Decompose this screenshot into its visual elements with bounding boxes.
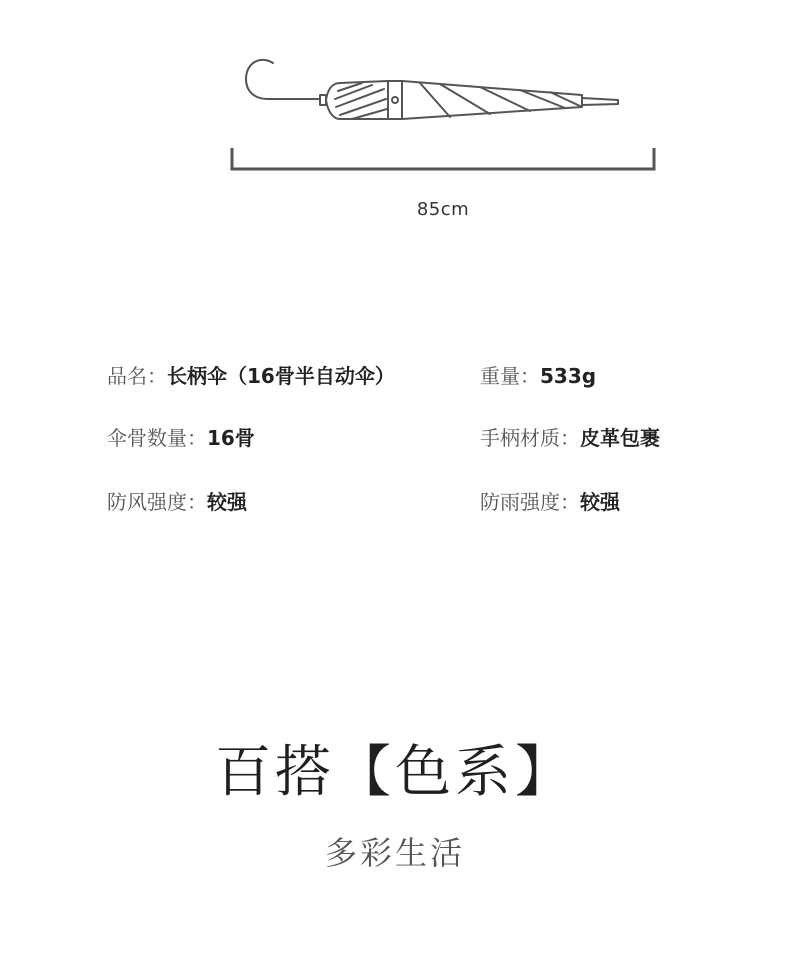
spec-key: 品名 [107,364,147,388]
spec-separator: ： [560,490,580,514]
spec-key: 伞骨数量 [107,426,187,450]
spec-key: 重量 [480,364,520,388]
spec-separator: ： [147,364,167,388]
spec-value: 皮革包裹 [580,426,660,450]
length-dimension-bracket [230,148,656,172]
section-title: 百搭【色系】 [215,740,575,805]
spec-key: 防风强度 [107,490,187,514]
spec-product-name [107,363,395,389]
spec-wind-resistance [107,489,247,515]
spec-separator: ： [187,490,207,514]
spec-rib-count [107,425,255,451]
spec-separator: ： [520,364,540,388]
spec-weight [480,363,596,389]
spec-value: 较强 [580,490,620,514]
spec-value: 16骨 [207,426,255,450]
spec-separator: ： [187,426,207,450]
spec-separator: ： [560,426,580,450]
spec-value: 长柄伞（16骨半自动伞） [167,364,395,388]
spec-value: 较强 [207,490,247,514]
spec-handle-material [480,425,660,451]
length-label: 85cm [416,199,470,220]
spec-key: 手柄材质 [480,426,560,450]
spec-rain-resistance [480,489,620,515]
spec-key: 防雨强度 [480,490,560,514]
section-subtitle: 多彩生活 [324,834,465,872]
spec-value: 533g [540,364,597,388]
closed-umbrella-icon [240,55,625,125]
